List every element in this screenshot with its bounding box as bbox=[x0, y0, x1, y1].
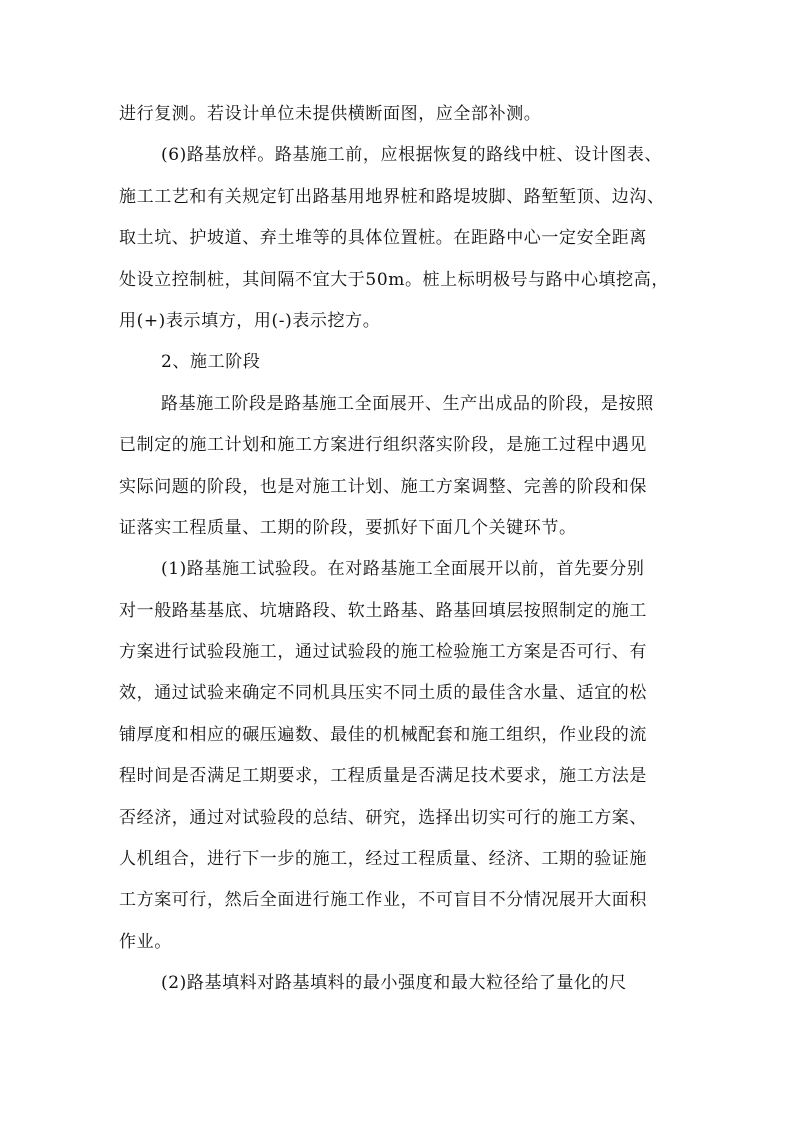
text-line: 证落实工程质量、工期的阶段，要抓好下面几个关键环节。 bbox=[119, 517, 577, 538]
text-line: 实际问题的阶段，也是对施工计划、施工方案调整、完善的阶段和保 bbox=[119, 476, 647, 497]
text-line: 否经济，通过对试验段的总结、研究，选择出切实可行的施工方案、 bbox=[119, 807, 647, 828]
text-line: 处设立控制桩，其间隔不宜大于50m。桩上标明极号与路中心填挖高， bbox=[119, 269, 669, 290]
section-heading: 2、施工阶段 bbox=[161, 352, 261, 373]
text-line: 程时间是否满足工期要求，工程质量是否满足技术要求，施工方法是 bbox=[119, 766, 647, 787]
body-text bbox=[119, 94, 681, 1005]
text-line: 铺厚度和相应的碾压遍数、最佳的机械配套和施工组织，作业段的流 bbox=[119, 724, 647, 745]
text-line: 方案进行试验段施工，通过试验段的施工检验施工方案是否可行、有 bbox=[119, 642, 647, 663]
text-line: 对一般路基基底、坑塘路段、软土路基、路基回填层按照制定的施工 bbox=[119, 600, 647, 621]
text-line: 已制定的施工计划和施工方案进行组织落实阶段，是施工过程中遇见 bbox=[119, 435, 647, 456]
text-line: (1)路基施工试验段。在对路基施工全面展开以前，首先要分别 bbox=[161, 559, 645, 580]
text-line: 路基施工阶段是路基施工全面展开、生产出成品的阶段，是按照 bbox=[161, 393, 654, 414]
text-line: 用(+)表示填方，用(-)表示挖方。 bbox=[119, 310, 381, 331]
text-line: (2)路基填料对路基填料的最小强度和最大粒径给了量化的尺 bbox=[161, 973, 627, 994]
text-line: 人机组合，进行下一步的施工，经过工程质量、经济、工期的验证施 bbox=[119, 849, 647, 870]
text-line: 进行复测。若设计单位未提供横断面图，应全部补测。 bbox=[119, 104, 542, 124]
text-line: 施工工艺和有关规定钉出路基用地界桩和路堤坡脚、路堑堑顶、边沟、 bbox=[119, 186, 665, 207]
text-line: (6)路基放样。路基施工前，应根据恢复的路线中桩、设计图表、 bbox=[161, 145, 663, 166]
text-line: 效，通过试验来确定不同机具压实不同土质的最佳含水量、适宜的松 bbox=[119, 683, 647, 704]
text-line: 取土坑、护坡道、弃土堆等的具体位置桩。在距路中心一定安全距离 bbox=[119, 228, 647, 249]
text-line: 作业。 bbox=[119, 931, 172, 952]
text-line: 工方案可行，然后全面进行施工作业，不可盲目不分情况展开大面积 bbox=[119, 890, 647, 911]
